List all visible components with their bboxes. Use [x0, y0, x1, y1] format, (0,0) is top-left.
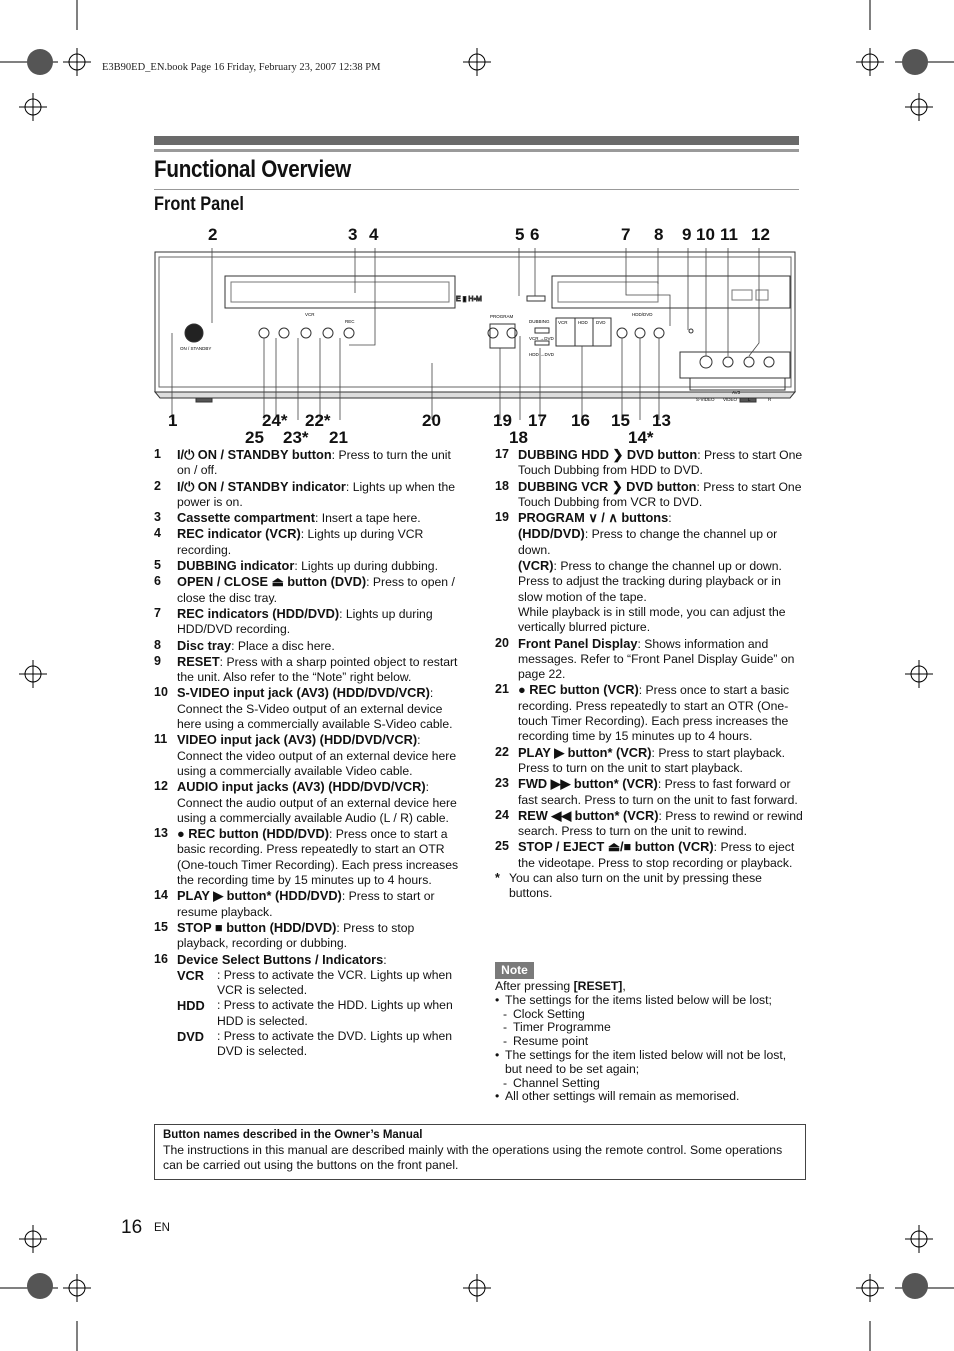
label-dvd: DVD: [596, 320, 606, 325]
label-r: R: [768, 397, 772, 402]
item-18: [495, 479, 805, 511]
callout-4: 4: [369, 225, 379, 244]
item-number: 5: [154, 558, 161, 573]
item-number: 16: [154, 951, 168, 966]
item-name: VIDEO input jack (AV3) (HDD/DVD/VCR): [177, 732, 418, 748]
item-name: STOP / EJECT ⏏/■ button (VCR): [518, 839, 714, 855]
page-number: 16: [121, 1217, 143, 1238]
item-name: PROGRAM ∨ / ∧ buttons: [518, 510, 669, 526]
label-vcr-group: VCR: [305, 312, 315, 317]
callout-20: 20: [422, 411, 441, 430]
item-1: [154, 447, 464, 479]
label-video: VIDEO: [723, 397, 738, 402]
program-still: While playback is in still mode, you can adjust the vertically blurred picture.: [518, 604, 786, 635]
program-hdd-text: : Press to change the channel up or down.: [518, 527, 778, 557]
item-number: 19: [495, 510, 509, 525]
item-name: PLAY ▶ button* (VCR): [518, 744, 652, 760]
item-name: S-VIDEO input jack (AV3) (HDD/DVD/VCR): [177, 685, 430, 701]
device-text: : Press to activate the VCR. Lights up when VCR is selected.: [217, 967, 453, 998]
item-description: : Lights up during dubbing.: [294, 559, 438, 574]
item-number: 17: [495, 447, 509, 461]
item-body: [177, 479, 464, 511]
item-number: 10: [154, 685, 168, 700]
item-number: 21: [495, 682, 509, 697]
note-sub: - Clock Setting: [503, 1006, 585, 1021]
item-description: : Lights up during HDD/DVD recording.: [177, 606, 433, 637]
item-description: : Press to start One Touch Dubbing from VCR to DVD.: [518, 479, 802, 509]
title-rule: [154, 189, 799, 190]
footnote-text: You can also turn on the unit by pressing these buttons.: [509, 871, 762, 901]
label-vcr: VCR: [558, 320, 568, 325]
item-24: [495, 808, 805, 840]
callout-10: 10: [696, 225, 715, 244]
item-21: [495, 682, 805, 744]
program-details: [495, 526, 805, 635]
item-number: 22: [495, 744, 509, 759]
item-description: : Lights up during VCR recording.: [177, 527, 424, 557]
item-number: 6: [154, 574, 161, 589]
item-7: [154, 606, 464, 638]
label-hdd: HDD: [578, 320, 588, 325]
item-body: [177, 732, 464, 779]
note-sub: - Resume point: [503, 1034, 589, 1049]
item-16: [154, 952, 464, 968]
item-body: [177, 574, 464, 606]
callout-12: 12: [751, 225, 770, 244]
item-body: [177, 888, 464, 920]
device-select-list: [154, 968, 464, 1060]
item-14: [154, 888, 464, 920]
item-name: ● REC button (HDD/DVD): [177, 826, 330, 842]
callout-25: 25: [245, 428, 264, 447]
item-25: [495, 839, 805, 871]
item-description: : Press to eject the videotape. Press to stop recording or playback.: [518, 840, 795, 870]
front-panel-diagram: [150, 248, 800, 433]
label-svideo: S-VIDEO: [696, 397, 715, 402]
item-description: : Place a disc here.: [231, 638, 335, 653]
item-name: Device Select Buttons / Indicators: [177, 951, 384, 967]
callout-23: 23*: [283, 428, 309, 447]
right-column: [495, 447, 805, 902]
top-bar: [154, 136, 799, 145]
item-6: [154, 574, 464, 606]
item-name: AUDIO input jacks (AV3) (HDD/DVD/VCR): [177, 779, 426, 795]
item-number: 18: [495, 478, 509, 493]
item-description: : Press with a sharp pointed object to restart the unit. Also refer to the “Note” right below.: [177, 654, 458, 685]
page-title: Functional Overview: [154, 156, 351, 183]
item-body: [177, 638, 464, 654]
callout-17: 17: [528, 411, 547, 430]
item-body: [177, 558, 464, 574]
item-11: [154, 732, 464, 779]
item-name: Front Panel Display: [518, 635, 638, 651]
item-body: [518, 636, 805, 683]
thin-bar: [154, 149, 799, 152]
item-body: [177, 952, 464, 968]
note-bullet-2: • The settings for the item listed below will not be lost, but need to be set again;: [495, 1047, 787, 1076]
callout-1: 1: [168, 411, 178, 430]
label-av3: AV3: [732, 390, 741, 395]
item-number: 4: [154, 526, 161, 541]
svg-text:E ▮ H◦M: E ▮ H◦M: [456, 296, 482, 303]
callout-18: 18: [509, 428, 528, 447]
item-15: [154, 920, 464, 952]
program-vcr-text: : Press to change the channel up or down. Press to adjust the tracking during playback or in slow motion of the tape.: [518, 559, 782, 604]
item-body: [518, 682, 805, 744]
item-number: 20: [495, 635, 509, 650]
item-body: [177, 447, 464, 479]
label-program: PROGRAM: [490, 314, 514, 319]
item-name: OPEN / CLOSE ⏏ button (DVD): [177, 574, 367, 590]
item-name: RESET: [177, 653, 220, 669]
program-vcr: [518, 558, 805, 605]
note-bullet-3: • All other settings will remain as memorised.: [495, 1089, 740, 1104]
item-number: 1: [154, 447, 161, 461]
callout-7: 7: [621, 225, 631, 244]
item-number: 9: [154, 653, 161, 668]
item-4: [154, 526, 464, 558]
device-select-vcr: [177, 968, 464, 999]
callout-22: 22*: [305, 411, 331, 430]
item-name: Cassette compartment: [177, 510, 315, 526]
item-body: [518, 745, 805, 777]
program-hdd-label: (HDD/DVD): [518, 526, 585, 542]
device-key: HDD: [177, 998, 205, 1014]
item-description: : Connect the video output of an external device here using a commercially available Video cable.: [177, 733, 457, 778]
item-number: 14: [154, 888, 168, 903]
item-number: 15: [154, 919, 168, 934]
device-text: : Press to activate the HDD. Lights up when HDD is selected.: [217, 998, 453, 1028]
item-2: [154, 479, 464, 511]
item-description: : Press to start One Touch Dubbing from HDD to DVD.: [518, 448, 803, 478]
item-number: 25: [495, 839, 509, 854]
callout-11: 11: [720, 225, 738, 244]
footnote-mark: *: [495, 871, 500, 886]
callout-6: 6: [530, 225, 540, 244]
item-body: [177, 510, 464, 526]
item-5: [154, 558, 464, 574]
item-number: 13: [154, 826, 168, 841]
item-22: [495, 745, 805, 777]
item-23: [495, 776, 805, 808]
item-body: [177, 920, 464, 952]
item-description: : Shows information and messages. Refer to “Front Panel Display Guide” on page 22.: [518, 636, 795, 682]
item-name: DUBBING HDD ❯ DVD button: [518, 447, 698, 462]
device-select-hdd: [177, 998, 464, 1029]
item-13: [154, 826, 464, 888]
item-19: [495, 510, 805, 526]
callout-21: 21: [329, 428, 348, 447]
label-hdd-dvd-arrow: HDD →DVD: [529, 352, 555, 357]
label-hdd-dvd: HDD/DVD: [632, 312, 653, 317]
item-body: [177, 826, 464, 888]
item-name: Disc tray: [177, 637, 232, 653]
item-description: : Connect the S-Video output of an external device here using a commercially available S-Video cable.: [177, 686, 453, 732]
label-dubbing: DUBBING: [529, 319, 550, 324]
device-key: VCR: [177, 967, 205, 983]
item-name: ● REC button (VCR): [518, 682, 639, 698]
item-description: :: [383, 952, 387, 967]
item-number: 8: [154, 637, 161, 652]
device-key: DVD: [177, 1028, 205, 1044]
item-number: 7: [154, 605, 161, 620]
item-body: [177, 654, 464, 686]
note-intro: After pressing [RESET],: [495, 979, 626, 993]
item-17: [495, 447, 805, 479]
program-vcr-label: (VCR): [518, 558, 554, 574]
item-description: : Press once to start a basic recording. Press repeatedly to start an OTR (One-touch Timer Recording). Each press increases the recording time by 15 minutes up to 4 hours.: [518, 683, 790, 744]
item-name: DUBBING indicator: [177, 558, 295, 574]
item-number: 11: [154, 732, 168, 747]
item-12: [154, 779, 464, 826]
item-number: 23: [495, 776, 509, 791]
callout-16: 16: [571, 411, 590, 430]
item-description: : Lights up when the power is on.: [177, 479, 456, 509]
callout-19: 19: [493, 411, 512, 430]
info-heading: Button names described in the Owner’s Manual: [163, 1129, 423, 1141]
item-8: [154, 638, 464, 654]
label-l: L: [748, 397, 751, 402]
callout-13: 13: [652, 411, 671, 430]
item-name: FWD ▶▶ button* (VCR): [518, 776, 658, 792]
label-rec: REC: [345, 319, 355, 324]
note-badge: Note: [495, 962, 534, 979]
item-number: 24: [495, 807, 509, 822]
item-body: [518, 839, 805, 871]
item-body: [518, 479, 805, 511]
item-description: : Insert a tape here.: [314, 511, 421, 526]
section-title: Front Panel: [154, 194, 244, 215]
note-sub: - Timer Programme: [503, 1020, 611, 1035]
callout-24: 24*: [262, 411, 288, 430]
program-hdd: [518, 526, 805, 558]
item-body: [518, 510, 805, 526]
info-text: The instructions in this manual are described mainly with the operations using the remote control. Some operations can be carried out using the buttons on the front panel.: [163, 1143, 783, 1172]
item-name: REW ◀◀ button* (VCR): [518, 807, 659, 823]
item-description: : Press once to start a basic recording. Press repeatedly to start an OTR (One-touch Timer Recording). Each press increases the recording time by 15 minutes up to 4 hours.: [177, 827, 459, 888]
item-description: : Connect the audio output of an external device here using a commercially available Audio (L / R) cable.: [177, 780, 457, 825]
item-description: : Press to start playback. Press to turn on the unit to start playback.: [518, 745, 785, 775]
item-20: [495, 636, 805, 683]
item-name: REC indicator (VCR): [177, 526, 301, 542]
info-box: [154, 1124, 806, 1180]
footnote: [495, 871, 805, 902]
callout-14: 14*: [628, 428, 654, 447]
item-body: [177, 526, 464, 558]
print-header: E3B90ED_EN.book Page 16 Friday, February 23, 2007 12:38 PM: [102, 62, 381, 73]
item-body: [177, 685, 464, 732]
label-vcr-dvd: VCR →DVD: [529, 336, 554, 341]
item-body: [518, 808, 805, 840]
item-description: : Press to rewind or rewind search. Press to turn on the unit to rewind.: [518, 808, 803, 839]
item-name: I/⏻ ON / STANDBY button: [177, 447, 332, 462]
item-body: [177, 779, 464, 826]
item-body: [518, 447, 805, 479]
item-description: : Press to open / close the disc tray.: [177, 575, 455, 605]
callout-2: 2: [208, 225, 218, 244]
callout-3: 3: [348, 225, 358, 244]
callout-5: 5: [515, 225, 525, 244]
item-body: [177, 606, 464, 638]
item-description: : Press to stop playback, recording or dubbing.: [177, 920, 415, 951]
item-9: [154, 654, 464, 686]
note-box: [495, 980, 805, 1104]
callout-9: 9: [682, 225, 692, 244]
item-number: 3: [154, 510, 161, 525]
device-select-dvd: [177, 1029, 464, 1060]
item-number: 12: [154, 779, 168, 794]
item-description: : Press to fast forward or fast search. Press to turn on the unit to fast forward.: [518, 777, 798, 807]
device-text: : Press to activate the DVD. Lights up when DVD is selected.: [217, 1028, 453, 1059]
left-column: [154, 447, 464, 1060]
note-sub: - Channel Setting: [503, 1075, 600, 1090]
note-bullet-1: • The settings for the items listed below will be lost;: [495, 992, 772, 1007]
item-name: PLAY ▶ button* (HDD/DVD): [177, 888, 342, 904]
callout-8: 8: [654, 225, 664, 244]
label-on-standby: ON / STANDBY: [180, 346, 212, 351]
item-description: : Press to turn the unit on / off.: [177, 448, 451, 478]
item-10: [154, 685, 464, 732]
callout-15: 15: [611, 411, 630, 430]
item-name: STOP ■ button (HDD/DVD): [177, 919, 337, 935]
item-body: [518, 776, 805, 808]
item-name: I/⏻ ON / STANDBY indicator: [177, 478, 346, 494]
item-name: REC indicators (HDD/DVD): [177, 605, 340, 621]
item-name: DUBBING VCR ❯ DVD button: [518, 478, 697, 494]
item-description: :: [668, 511, 672, 526]
item-number: 2: [154, 478, 161, 493]
page-language: EN: [154, 1222, 170, 1234]
item-3: [154, 510, 464, 526]
item-description: : Press to start or resume playback.: [177, 889, 435, 919]
